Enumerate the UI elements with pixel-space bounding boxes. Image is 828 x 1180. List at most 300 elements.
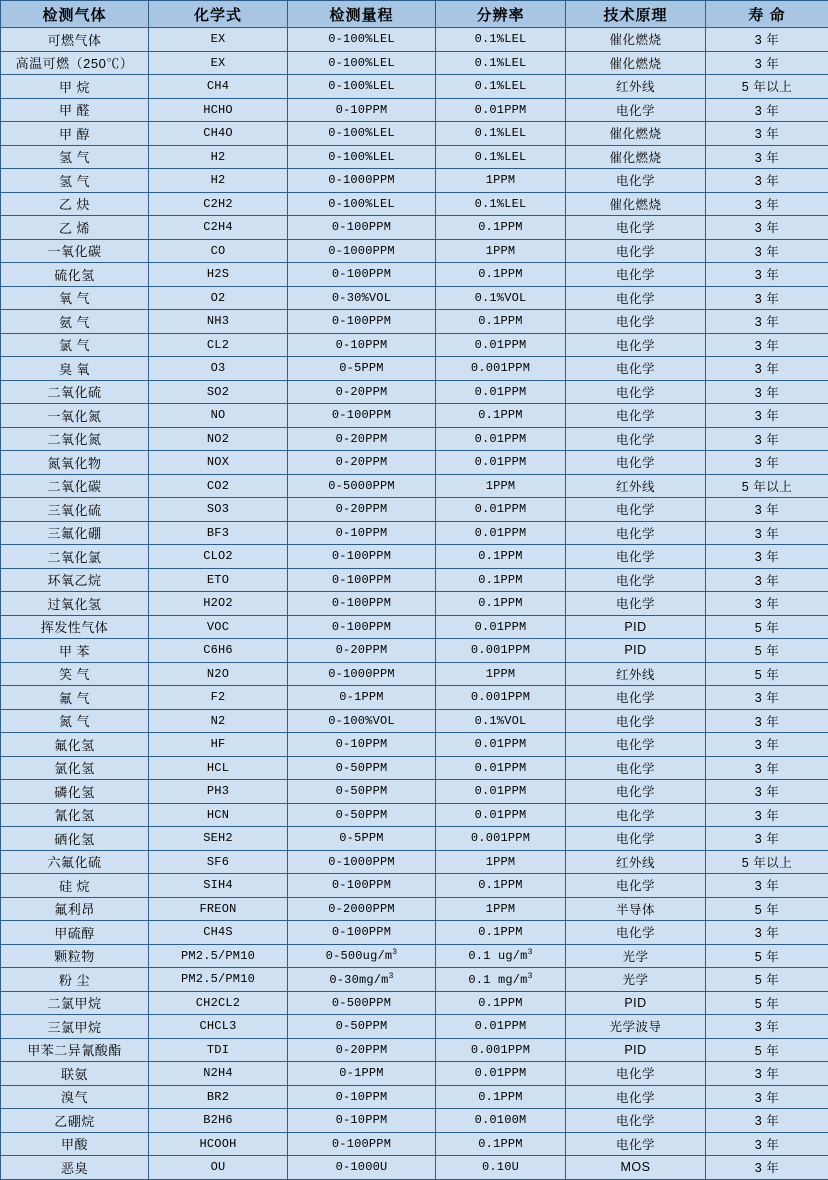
cell-lifetime: 3 年 [706, 427, 828, 451]
cell-resolution: 1PPM [436, 850, 566, 874]
cell-gas: 硒化氢 [1, 827, 149, 851]
cell-range: 0-20PPM [288, 380, 436, 404]
cell-range: 0-1000PPM [288, 239, 436, 263]
table-row [1, 1038, 828, 1062]
cell-formula: CH4S [149, 921, 288, 945]
cell-formula: O3 [149, 357, 288, 381]
cell-technology: 催化燃烧 [566, 145, 706, 169]
table-row [1, 568, 828, 592]
cell-technology: 催化燃烧 [566, 192, 706, 216]
cell-lifetime: 3 年 [706, 733, 828, 757]
cell-formula: CL2 [149, 333, 288, 357]
cell-gas: 氰化氢 [1, 803, 149, 827]
cell-formula: CO [149, 239, 288, 263]
cell-resolution: 0.001PPM [436, 1038, 566, 1062]
cell-resolution: 0.1PPM [436, 1132, 566, 1156]
cell-resolution: 0.001PPM [436, 827, 566, 851]
cell-formula: CO2 [149, 474, 288, 498]
cell-range: 0-5000PPM [288, 474, 436, 498]
table-row [1, 897, 828, 921]
cell-lifetime: 3 年 [706, 286, 828, 310]
cell-lifetime: 3 年 [706, 756, 828, 780]
cell-formula: H2S [149, 263, 288, 287]
cell-resolution: 0.01PPM [436, 333, 566, 357]
cell-lifetime: 3 年 [706, 803, 828, 827]
cell-resolution: 0.01PPM [436, 451, 566, 475]
cell-gas: 氧 气 [1, 286, 149, 310]
cell-range: 0-100%LEL [288, 28, 436, 52]
cell-gas: 三氧化硫 [1, 498, 149, 522]
cell-gas: 挥发性气体 [1, 615, 149, 639]
cell-range: $0-500ug/m^3$ [288, 944, 436, 968]
cell-resolution: 0.01PPM [436, 756, 566, 780]
cell-formula: VOC [149, 615, 288, 639]
table-row [1, 51, 828, 75]
cell-technology: 电化学 [566, 733, 706, 757]
cell-formula: B2H6 [149, 1109, 288, 1133]
cell-lifetime: 5 年以上 [706, 75, 828, 99]
cell-lifetime: 3 年 [706, 545, 828, 569]
cell-resolution: 0.1%LEL [436, 122, 566, 146]
cell-technology: PID [566, 615, 706, 639]
cell-gas: 恶臭 [1, 1156, 149, 1180]
cell-resolution: 0.1PPM [436, 545, 566, 569]
cell-resolution: 0.1%VOL [436, 709, 566, 733]
cell-lifetime: 5 年以上 [706, 850, 828, 874]
cell-technology: 电化学 [566, 874, 706, 898]
cell-technology: 电化学 [566, 1062, 706, 1086]
cell-formula: NO2 [149, 427, 288, 451]
column-header-resolution: 分辨率 [436, 1, 566, 28]
table-row [1, 991, 828, 1015]
cell-resolution: 0.1%LEL [436, 75, 566, 99]
table-row [1, 310, 828, 334]
cell-range: 0-1000U [288, 1156, 436, 1180]
table-row [1, 545, 828, 569]
cell-technology: 电化学 [566, 451, 706, 475]
cell-range: $0-30mg/m^3$ [288, 968, 436, 992]
table-row [1, 615, 828, 639]
cell-technology: 催化燃烧 [566, 51, 706, 75]
cell-lifetime: 5 年 [706, 615, 828, 639]
column-header-range: 检测量程 [288, 1, 436, 28]
cell-technology: 电化学 [566, 521, 706, 545]
cell-gas: 六氟化硫 [1, 850, 149, 874]
cell-lifetime: 3 年 [706, 404, 828, 428]
cell-formula: SF6 [149, 850, 288, 874]
cell-range: 0-100%VOL [288, 709, 436, 733]
cell-gas: 环氧乙烷 [1, 568, 149, 592]
cell-lifetime: 3 年 [706, 216, 828, 240]
cell-formula: N2O [149, 662, 288, 686]
cell-resolution: 0.01PPM [436, 521, 566, 545]
cell-resolution: 0.01PPM [436, 1062, 566, 1086]
cell-range: 0-100PPM [288, 568, 436, 592]
cell-range: 0-50PPM [288, 780, 436, 804]
cell-formula: SO3 [149, 498, 288, 522]
cell-gas: 乙 烯 [1, 216, 149, 240]
cell-formula: EX [149, 51, 288, 75]
cell-lifetime: 3 年 [706, 709, 828, 733]
cell-formula: PH3 [149, 780, 288, 804]
cell-technology: 电化学 [566, 404, 706, 428]
cell-technology: MOS [566, 1156, 706, 1180]
cell-resolution: 0.1PPM [436, 263, 566, 287]
table-row [1, 850, 828, 874]
cell-formula: HCL [149, 756, 288, 780]
table-row [1, 1015, 828, 1039]
table-row [1, 192, 828, 216]
table-row [1, 122, 828, 146]
cell-formula: H2O2 [149, 592, 288, 616]
cell-gas: 二氧化碳 [1, 474, 149, 498]
cell-range: 0-30%VOL [288, 286, 436, 310]
cell-gas: 氢 气 [1, 145, 149, 169]
cell-gas: 二氧化硫 [1, 380, 149, 404]
cell-lifetime: 3 年 [706, 98, 828, 122]
cell-range: 0-50PPM [288, 1015, 436, 1039]
cell-technology: 催化燃烧 [566, 28, 706, 52]
table-header-row [1, 1, 828, 28]
cell-lifetime: 3 年 [706, 921, 828, 945]
cell-lifetime: 5 年 [706, 897, 828, 921]
cell-gas: 氢 气 [1, 169, 149, 193]
cell-formula: ETO [149, 568, 288, 592]
cell-lifetime: 3 年 [706, 451, 828, 475]
cell-range: 0-100PPM [288, 615, 436, 639]
cell-technology: 电化学 [566, 380, 706, 404]
cell-range: 0-100%LEL [288, 75, 436, 99]
cell-lifetime: 3 年 [706, 827, 828, 851]
cell-gas: 臭 氧 [1, 357, 149, 381]
cell-range: 0-10PPM [288, 521, 436, 545]
cell-formula: H2 [149, 169, 288, 193]
cell-formula: EX [149, 28, 288, 52]
cell-lifetime: 3 年 [706, 568, 828, 592]
cell-gas: 二氯甲烷 [1, 991, 149, 1015]
cell-technology: 电化学 [566, 498, 706, 522]
cell-range: 0-100%LEL [288, 122, 436, 146]
table-header [1, 1, 828, 28]
cell-lifetime: 3 年 [706, 263, 828, 287]
cell-gas: 氨 气 [1, 310, 149, 334]
cell-resolution: 0.1PPM [436, 310, 566, 334]
cell-lifetime: 3 年 [706, 310, 828, 334]
table-row [1, 921, 828, 945]
cell-resolution: 0.1PPM [436, 216, 566, 240]
cell-technology: 电化学 [566, 98, 706, 122]
cell-technology: 电化学 [566, 568, 706, 592]
cell-formula: SIH4 [149, 874, 288, 898]
cell-lifetime: 3 年 [706, 1109, 828, 1133]
cell-lifetime: 3 年 [706, 1015, 828, 1039]
cell-formula: C2H2 [149, 192, 288, 216]
table-row [1, 968, 828, 992]
cell-lifetime: 3 年 [706, 874, 828, 898]
cell-lifetime: 3 年 [706, 239, 828, 263]
cell-range: 0-100PPM [288, 592, 436, 616]
cell-gas: 硫化氢 [1, 263, 149, 287]
cell-formula: FREON [149, 897, 288, 921]
cell-range: 0-100PPM [288, 545, 436, 569]
table-row [1, 98, 828, 122]
cell-lifetime: 3 年 [706, 28, 828, 52]
cell-lifetime: 3 年 [706, 592, 828, 616]
cell-formula: TDI [149, 1038, 288, 1062]
cell-resolution: 1PPM [436, 897, 566, 921]
cell-gas: 氯 气 [1, 333, 149, 357]
table-row [1, 474, 828, 498]
cell-formula: C2H4 [149, 216, 288, 240]
cell-lifetime: 3 年 [706, 357, 828, 381]
cell-lifetime: 3 年 [706, 498, 828, 522]
cell-formula: HCOOH [149, 1132, 288, 1156]
cell-range: 0-500PPM [288, 991, 436, 1015]
cell-technology: 半导体 [566, 897, 706, 921]
table-row [1, 1062, 828, 1086]
cell-formula: SEH2 [149, 827, 288, 851]
cell-range: 0-100%LEL [288, 192, 436, 216]
cell-lifetime: 3 年 [706, 1062, 828, 1086]
cell-gas: 粉 尘 [1, 968, 149, 992]
cell-resolution: 0.01PPM [436, 803, 566, 827]
cell-range: 0-10PPM [288, 1085, 436, 1109]
cell-gas: 氟 气 [1, 686, 149, 710]
cell-technology: PID [566, 1038, 706, 1062]
cell-gas: 甲 醇 [1, 122, 149, 146]
cell-technology: 电化学 [566, 686, 706, 710]
table-row [1, 28, 828, 52]
table-row [1, 1132, 828, 1156]
cell-gas: 颗粒物 [1, 944, 149, 968]
cell-technology: 电化学 [566, 1085, 706, 1109]
cell-resolution: 0.01PPM [436, 380, 566, 404]
column-header-gas: 检测气体 [1, 1, 149, 28]
cell-resolution: 0.1PPM [436, 921, 566, 945]
cell-formula: OU [149, 1156, 288, 1180]
table-row [1, 145, 828, 169]
cell-technology: 光学波导 [566, 1015, 706, 1039]
cell-resolution: 1PPM [436, 662, 566, 686]
cell-technology: PID [566, 639, 706, 663]
cell-formula: F2 [149, 686, 288, 710]
cell-formula: N2H4 [149, 1062, 288, 1086]
cell-technology: 电化学 [566, 427, 706, 451]
cell-resolution: 0.1%LEL [436, 192, 566, 216]
cell-lifetime: 3 年 [706, 169, 828, 193]
cell-gas: 甲酸 [1, 1132, 149, 1156]
cell-formula: CLO2 [149, 545, 288, 569]
cell-gas: 乙硼烷 [1, 1109, 149, 1133]
table-row [1, 780, 828, 804]
cell-technology: 电化学 [566, 1109, 706, 1133]
cell-technology: 电化学 [566, 709, 706, 733]
cell-gas: 过氧化氢 [1, 592, 149, 616]
cell-technology: 电化学 [566, 803, 706, 827]
table-row [1, 662, 828, 686]
cell-range: 0-100PPM [288, 404, 436, 428]
table-row [1, 333, 828, 357]
cell-resolution: 0.1PPM [436, 874, 566, 898]
table-row [1, 1085, 828, 1109]
cell-gas: 硅 烷 [1, 874, 149, 898]
cell-resolution: 0.0100M [436, 1109, 566, 1133]
table-row [1, 380, 828, 404]
table-row [1, 1109, 828, 1133]
cell-technology: 红外线 [566, 662, 706, 686]
cell-technology: 电化学 [566, 239, 706, 263]
table-row [1, 286, 828, 310]
cell-range: 0-100PPM [288, 921, 436, 945]
cell-resolution: 0.1%LEL [436, 28, 566, 52]
cell-range: 0-1000PPM [288, 850, 436, 874]
cell-range: 0-100PPM [288, 1132, 436, 1156]
cell-lifetime: 3 年 [706, 1085, 828, 1109]
cell-resolution: 0.01PPM [436, 780, 566, 804]
cell-gas: 甲硫醇 [1, 921, 149, 945]
cell-formula: CH4 [149, 75, 288, 99]
table-row [1, 874, 828, 898]
cell-lifetime: 3 年 [706, 780, 828, 804]
cell-resolution: 0.01PPM [436, 733, 566, 757]
cell-technology: 光学 [566, 968, 706, 992]
cell-gas: 三氯甲烷 [1, 1015, 149, 1039]
table-row [1, 263, 828, 287]
cell-formula: NO [149, 404, 288, 428]
cell-lifetime: 5 年 [706, 944, 828, 968]
cell-formula: CH4O [149, 122, 288, 146]
cell-gas: 三氟化硼 [1, 521, 149, 545]
cell-resolution: 0.01PPM [436, 615, 566, 639]
cell-resolution: 0.01PPM [436, 1015, 566, 1039]
cell-formula: PM2.5/PM10 [149, 944, 288, 968]
table-row [1, 404, 828, 428]
table-row [1, 803, 828, 827]
cell-range: 0-1PPM [288, 686, 436, 710]
cell-technology: PID [566, 991, 706, 1015]
cell-range: 0-100PPM [288, 263, 436, 287]
cell-gas: 乙 炔 [1, 192, 149, 216]
cell-resolution: 0.1%LEL [436, 51, 566, 75]
cell-technology: 电化学 [566, 333, 706, 357]
cell-gas: 甲 醛 [1, 98, 149, 122]
cell-technology: 电化学 [566, 756, 706, 780]
cell-resolution: 0.01PPM [436, 498, 566, 522]
cell-resolution: 0.1%VOL [436, 286, 566, 310]
cell-gas: 笑 气 [1, 662, 149, 686]
cell-formula: NOX [149, 451, 288, 475]
cell-range: 0-50PPM [288, 756, 436, 780]
table-row [1, 686, 828, 710]
table-row [1, 451, 828, 475]
cell-lifetime: 5 年 [706, 1038, 828, 1062]
cell-formula: O2 [149, 286, 288, 310]
cell-formula: SO2 [149, 380, 288, 404]
table-row [1, 1156, 828, 1180]
cell-formula: PM2.5/PM10 [149, 968, 288, 992]
cell-resolution: 0.1 $ug/m^3$ [436, 944, 566, 968]
cell-gas: 氟化氢 [1, 733, 149, 757]
cell-resolution: 0.1PPM [436, 1085, 566, 1109]
table-row [1, 733, 828, 757]
cell-technology: 红外线 [566, 474, 706, 498]
cell-gas: 磷化氢 [1, 780, 149, 804]
table-body [1, 28, 828, 1180]
table-row [1, 756, 828, 780]
cell-technology: 电化学 [566, 1132, 706, 1156]
cell-gas: 高温可燃（250℃） [1, 51, 149, 75]
cell-lifetime: 3 年 [706, 333, 828, 357]
cell-gas: 二氧化氮 [1, 427, 149, 451]
cell-resolution: 0.01PPM [436, 427, 566, 451]
cell-gas: 可燃气体 [1, 28, 149, 52]
cell-lifetime: 5 年 [706, 968, 828, 992]
cell-formula: H2 [149, 145, 288, 169]
table-row [1, 239, 828, 263]
cell-technology: 红外线 [566, 850, 706, 874]
table-row [1, 592, 828, 616]
table-row [1, 639, 828, 663]
cell-resolution: 1PPM [436, 239, 566, 263]
cell-range: 0-100%LEL [288, 145, 436, 169]
cell-technology: 红外线 [566, 75, 706, 99]
cell-lifetime: 3 年 [706, 122, 828, 146]
cell-gas: 一氧化氮 [1, 404, 149, 428]
table-row [1, 216, 828, 240]
table-row [1, 75, 828, 99]
table-row [1, 827, 828, 851]
cell-resolution: 0.10U [436, 1156, 566, 1180]
cell-resolution: 0.001PPM [436, 639, 566, 663]
cell-resolution: 0.01PPM [436, 98, 566, 122]
cell-technology: 电化学 [566, 216, 706, 240]
table-row [1, 169, 828, 193]
cell-formula: HCN [149, 803, 288, 827]
cell-technology: 电化学 [566, 310, 706, 334]
cell-resolution: 0.1PPM [436, 404, 566, 428]
cell-resolution: 0.1%LEL [436, 145, 566, 169]
cell-resolution: 0.001PPM [436, 357, 566, 381]
cell-technology: 电化学 [566, 286, 706, 310]
cell-resolution: 1PPM [436, 474, 566, 498]
cell-resolution: 0.1PPM [436, 991, 566, 1015]
cell-lifetime: 3 年 [706, 51, 828, 75]
cell-technology: 电化学 [566, 263, 706, 287]
cell-resolution: 1PPM [436, 169, 566, 193]
cell-lifetime: 3 年 [706, 521, 828, 545]
cell-technology: 电化学 [566, 921, 706, 945]
cell-lifetime: 5 年 [706, 991, 828, 1015]
cell-range: 0-20PPM [288, 1038, 436, 1062]
column-header-formula: 化学式 [149, 1, 288, 28]
cell-range: 0-1PPM [288, 1062, 436, 1086]
cell-range: 0-100PPM [288, 310, 436, 334]
cell-gas: 溴气 [1, 1085, 149, 1109]
cell-range: 0-10PPM [288, 733, 436, 757]
cell-lifetime: 3 年 [706, 686, 828, 710]
cell-formula: NH3 [149, 310, 288, 334]
cell-range: 0-20PPM [288, 451, 436, 475]
cell-gas: 甲苯二异氰酸酯 [1, 1038, 149, 1062]
cell-gas: 二氧化氯 [1, 545, 149, 569]
cell-gas: 一氧化碳 [1, 239, 149, 263]
cell-lifetime: 3 年 [706, 1132, 828, 1156]
cell-range: 0-20PPM [288, 639, 436, 663]
cell-range: 0-100%LEL [288, 51, 436, 75]
cell-formula: HCHO [149, 98, 288, 122]
table-row [1, 709, 828, 733]
cell-resolution: 0.1PPM [436, 568, 566, 592]
